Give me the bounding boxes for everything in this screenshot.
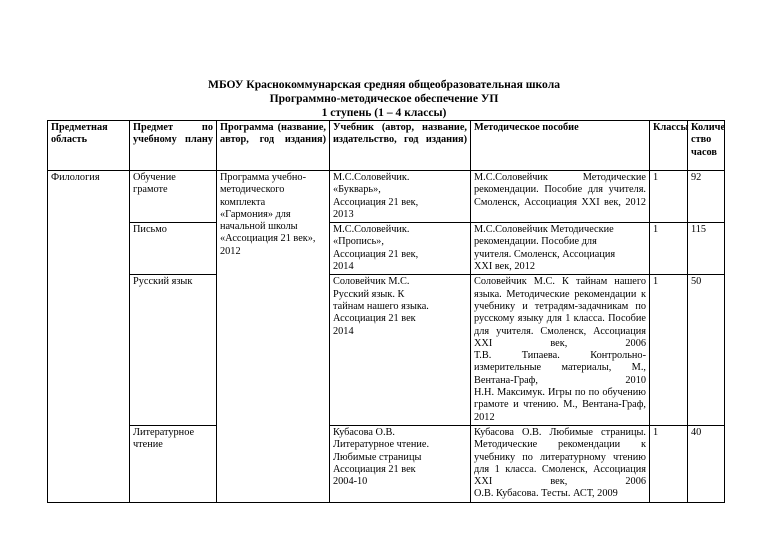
header-subject: Предмет по учебному плану [130, 121, 217, 171]
manual-entry: Кубасова О.В. Любимые страницы. Методические рекомендации к учебнику по литературному чтению для 1 класса. Смоленск, Ассоциация XXI век, 2006 [474, 426, 646, 488]
table-row [48, 223, 725, 275]
document-subtitle: Программно-методическое обеспечение УП [269, 92, 499, 105]
subject-cell: Литературное чтение [130, 425, 217, 502]
manual-cell [471, 275, 650, 426]
header-textbook: Учебник (автор, название, издательство, год издания) [330, 121, 471, 171]
textbook-cell: М.С.Соловейчик. «Пропись», Ассоциация 21 век, 2014 [330, 223, 471, 275]
manual-cell: М.С.Соловейчик Методические рекомендации. Пособие для учителя. Смоленск, Ассоциация XXI век, 2012 [471, 223, 650, 275]
manual-cell [471, 425, 650, 502]
subject-cell: Письмо [130, 223, 217, 275]
level-subtitle: 1 ступень (1 – 4 классы) [321, 106, 447, 119]
table-row [48, 275, 725, 426]
program-cell: Программа учебно- методического комплекта «Гармония» для начальной школы «Ассоциация 21 век», 2012 [217, 171, 330, 503]
grades-cell: 1 [650, 425, 688, 502]
header-grades: Классы [650, 121, 688, 171]
textbook-cell: Кубасова О.В. Литературное чтение. Любимые страницы Ассоциация 21 век 2004-10 [330, 425, 471, 502]
grades-cell: 1 [650, 171, 688, 223]
hours-cell: 40 [688, 425, 725, 502]
hours-cell: 50 [688, 275, 725, 426]
manual-cell: М.С.Соловейчик Методические рекомендации. Пособие для учителя. Смоленск, Ассоциация XXI век, 2012 [471, 171, 650, 223]
table-row [48, 171, 725, 223]
manual-entry: Соловейчик М.С. К тайнам нашего языка. Методические рекомендации к учебнику и тетрадям-задачникам по русскому языку для 1 класса. Пособие для учителя. Смоленск, Ассоциация XXI век, 2006 [474, 276, 646, 349]
header-hours: Количе ство часов [688, 121, 725, 171]
curriculum-table [47, 120, 725, 503]
hours-cell: 92 [688, 171, 725, 223]
table-row [48, 425, 725, 502]
manual-entry: О.В. Кубасова. Тесты. АСТ, 2009 [474, 488, 618, 500]
table-header-row [48, 121, 725, 171]
grades-cell: 1 [650, 275, 688, 426]
header-area: Предметная область [48, 121, 130, 171]
title-block [0, 78, 768, 120]
textbook-cell: М.С.Соловейчик. «Букварь», Ассоциация 21 век, 2013 [330, 171, 471, 223]
grades-cell: 1 [650, 223, 688, 275]
header-program: Программа (название, автор, год издания) [217, 121, 330, 171]
area-cell: Филология [48, 171, 130, 503]
manual-entry: Т.В. Типаева. Контрольно-измерительные материалы, М., Вентана-Граф, 2010 [474, 350, 646, 386]
header-manual: Методическое пособие [471, 121, 650, 171]
textbook-cell: Соловейчик М.С. Русский язык. К тайнам нашего языка. Ассоциация 21 век 2014 [330, 275, 471, 426]
manual-entry: Н.Н. Максимук. Игры по по обучению грамоте и чтению. М., Вентана-Граф, 2012 [474, 387, 646, 423]
subject-cell: Русский язык [130, 275, 217, 426]
school-title: МБОУ Краснокоммунарская средняя общеобразовательная школа [208, 78, 560, 91]
hours-cell: 115 [688, 223, 725, 275]
subject-cell: Обучение грамоте [130, 171, 217, 223]
